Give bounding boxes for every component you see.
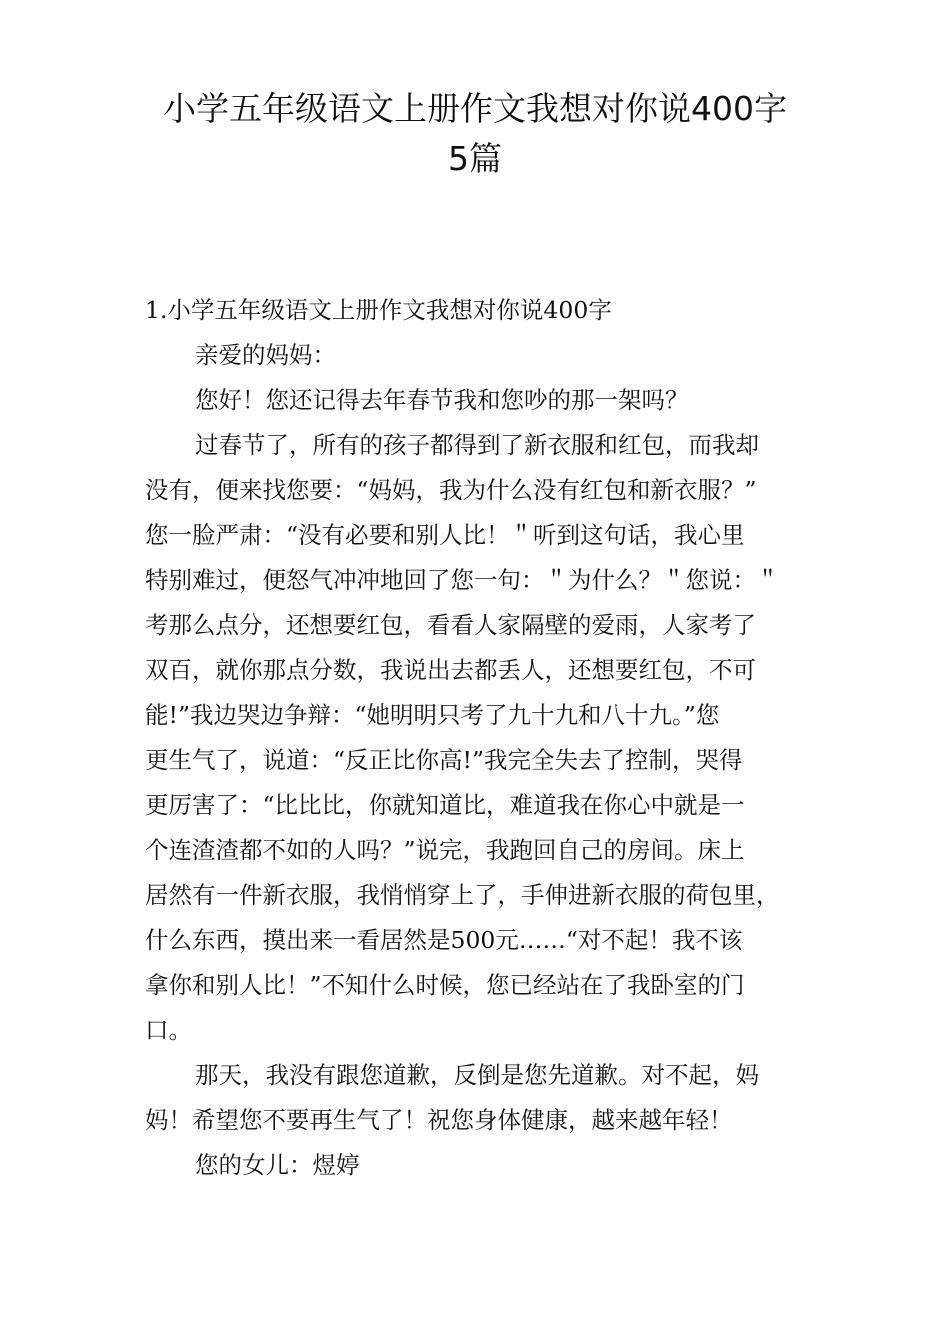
paragraph-line: 口。 [145, 1016, 192, 1044]
paragraph-line: 个连渣渣都不如的人吗？”说完，我跑回自己的房间。床上 [145, 836, 745, 864]
signature: 您的女儿：煜婷 [195, 1151, 360, 1179]
title-line-2: 5篇 [448, 139, 502, 178]
paragraph-line: 拿你和别人比！”不知什么时候，您已经站在了我卧室的门 [145, 971, 745, 999]
paragraph-line: 妈！希望您不要再生气了！祝您身体健康，越来越年轻！ [145, 1106, 733, 1134]
paragraph-line: 考那么点分，还想要红包，看看人家隔壁的爱雨，人家考了 [145, 611, 756, 639]
article-body [145, 288, 810, 1188]
paragraph-line: 您一脸严肃：“没有必要和别人比！＂听到这句话，我心里 [145, 521, 745, 549]
paragraph-line: 您好！您还记得去年春节我和您吵的那一架吗？ [195, 386, 689, 414]
paragraph-line: 双百，就你那点分数，我说出去都丢人，还想要红包，不可 [145, 656, 756, 684]
salutation: 亲爱的妈妈： [195, 341, 336, 369]
paragraph-line: 没有，便来找您要：“妈妈，我为什么没有红包和新衣服？” [145, 476, 757, 504]
paragraph-line: 过春节了，所有的孩子都得到了新衣服和红包，而我却 [195, 431, 759, 459]
paragraph-line: 更厉害了：“比比比，你就知道比，难道我在你心中就是一 [145, 791, 745, 819]
paragraph-line: 那天，我没有跟您道歉，反倒是您先道歉。对不起，妈 [195, 1061, 759, 1089]
paragraph-line: 能!”我边哭边争辩：“她明明只考了九十九和八十九。”您 [145, 701, 720, 729]
paragraph-line: 更生气了，说道：“反正比你高!”我完全失去了控制，哭得 [145, 746, 743, 774]
paragraph-line: 特别难过，便怒气冲冲地回了您一句：＂为什么？＂您说：＂ [145, 566, 780, 594]
section-heading: 1.小学五年级语文上册作文我想对你说400字 [145, 296, 612, 324]
document-title [100, 84, 850, 184]
paragraph-line: 什么东西，摸出来一看居然是500元……“对不起！我不该 [145, 926, 743, 954]
title-line-1: 小学五年级语文上册作文我想对你说400字 [163, 89, 787, 128]
paragraph-line: 居然有一件新衣服，我悄悄穿上了，手伸进新衣服的荷包里， [145, 881, 780, 909]
